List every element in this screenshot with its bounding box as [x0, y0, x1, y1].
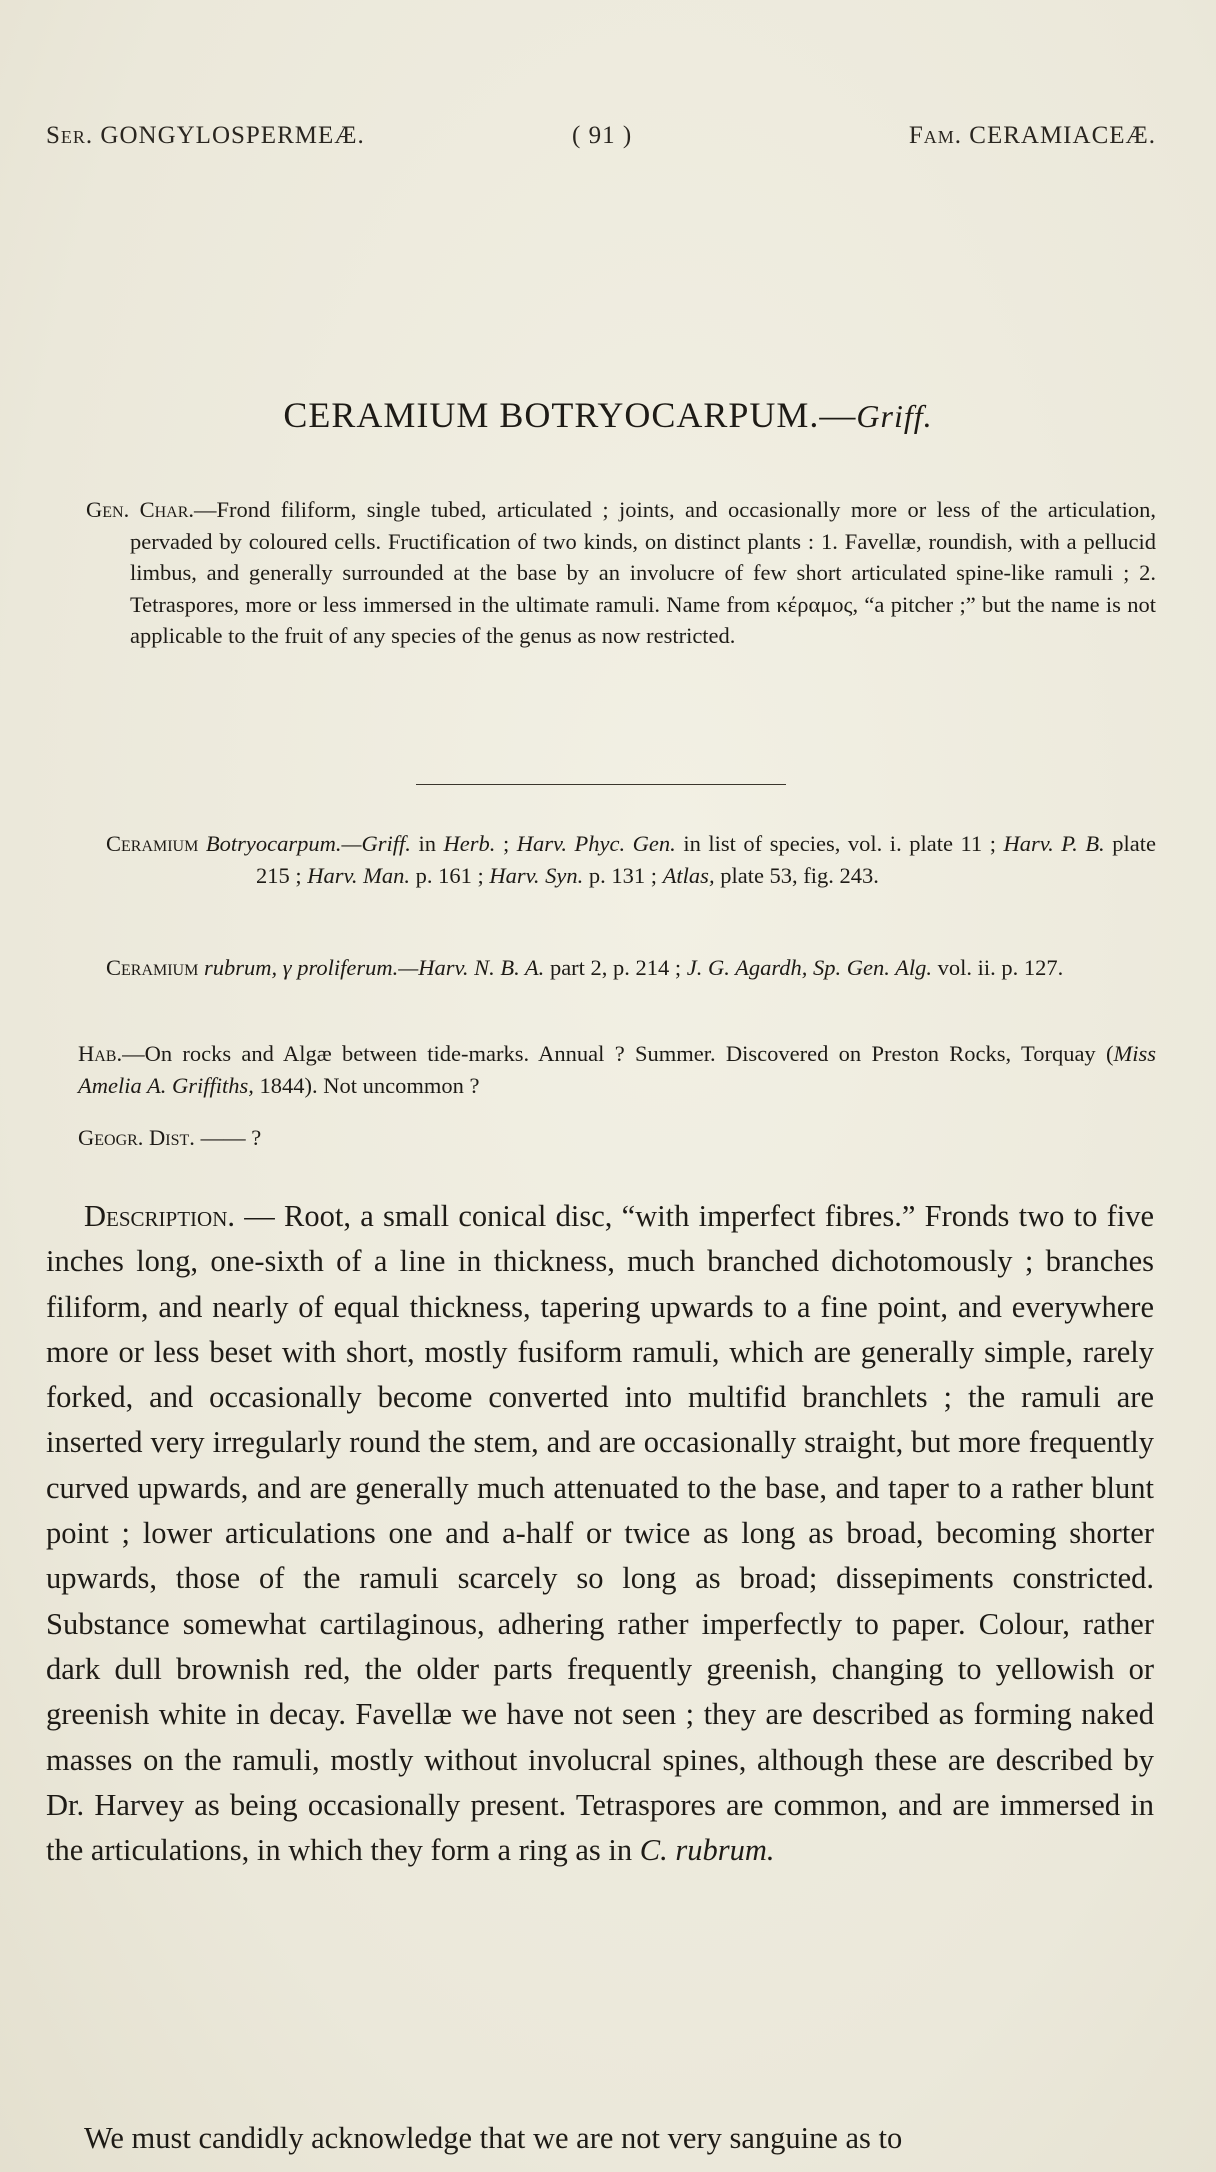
- synonym-genus: Ceramium: [106, 831, 199, 856]
- synonym-genus: Ceramium: [106, 955, 199, 980]
- page-number: ( 91 ): [572, 122, 633, 149]
- synonym-text: ;: [495, 831, 517, 856]
- synonym-text: p. 131 ;: [583, 863, 663, 888]
- habitat-label: Hab.: [78, 1041, 123, 1066]
- continuation-paragraph: We must candidly acknowledge that we are not very sanguine as to: [84, 2121, 903, 2155]
- synonym-reference: Harv. Syn.: [489, 863, 584, 888]
- species-name: CERAMIUM BOTRYOCARPUM.: [283, 395, 820, 435]
- description-paragraph: [46, 1194, 1154, 1873]
- gen-char-text: —Frond filiform, single tubed, articulated ; joints, and occasionally more or less of the articulation, pervaded by coloured cells. Fructification of two kinds, on distinct plants : 1. Favellæ, roundish, with a pellucid limbus, and generally surrounded at the base by an involucre of few short articulated spine-like ramuli ; 2. Tetraspores, more or less immersed in the ultimate ramuli. Name from κέραμος, “a pitcher ;” but the name is not applicable to the fruit of any species of the genus as now restricted.: [130, 497, 1156, 648]
- description-text: — Root, a small conical disc, “with imperfect fibres.” Fronds two to five inches long, one-sixth of a line in thickness, much branched dichotomously ; branches filiform, and nearly of equal thickness, tapering upwards to a fine point, and everywhere more or less beset with short, mostly fusiform ramuli, which are generally simple, rarely forked, and occasionally become converted into multifid branchlets ; the ramuli are inserted very irregularly round the stem, and are occasionally straight, but more frequently curved upwards, and are generally much attenuated to the base, and taper to a rather blunt point ; lower articulations one and a-half or twice as long as broad, becoming shorter upwards, those of the ramuli scarcely so long as broad; dissepiments constricted. Substance somewhat cartilaginous, adhering rather imperfectly to paper. Colour, rather dark dull brownish red, the older parts frequently greenish, changing to yellowish or greenish white in decay. Favellæ we have not seen ; they are described as forming naked masses on the ramuli, mostly without involucral spines, although these are described by Dr. Harvey as being occasionally present. Tetraspores are common, and are immersed in the articulations, in which they form a ring as in: [46, 1199, 1154, 1868]
- family-heading: Fam. CERAMIACEÆ.: [908, 122, 1156, 149]
- synonym-entry: [106, 828, 1156, 892]
- synonym-reference: Herb.: [443, 831, 496, 856]
- geogr-text: —— ?: [194, 1125, 262, 1150]
- synonym-entry: [106, 952, 1156, 984]
- species-title: [0, 394, 1216, 436]
- synonym-reference: Harv. Man.: [307, 863, 410, 888]
- synonym-reference: Harv. P. B.: [1003, 831, 1105, 856]
- synonym-text: in list of species, vol. i. plate 11 ;: [675, 831, 1004, 856]
- title-dash: —: [819, 395, 857, 435]
- synonym-epithet: Botryocarpum.—Griff.: [205, 831, 411, 856]
- species-author: Griff.: [856, 398, 933, 434]
- synonym-reference: Atlas,: [662, 863, 715, 888]
- habitat-collector: Miss Amelia A. Griffiths,: [78, 1041, 1156, 1098]
- description-species: C. rubrum.: [639, 1833, 775, 1868]
- synonym-epithet: rubrum, γ proliferum.—Harv. N. B. A.: [203, 955, 545, 980]
- synonym-text: plate 53, fig. 243.: [714, 863, 879, 888]
- gen-char-label: Gen. Char.: [86, 497, 195, 522]
- habitat-paragraph: [78, 1038, 1156, 1102]
- geographic-distribution: [78, 1122, 578, 1154]
- series-heading: Ser. GONGYLOSPERMEÆ.: [46, 122, 365, 149]
- synonym-text: p. 161 ;: [409, 863, 490, 888]
- geogr-label: Geogr. Dist.: [78, 1125, 195, 1150]
- description-label: Description.: [84, 1199, 235, 1233]
- habitat-text: —On rocks and Algæ between tide-marks. Annual ? Summer. Discovered on Preston Rocks, Torquay (: [122, 1041, 1114, 1066]
- synonym-reference: Harv. Phyc. Gen.: [516, 831, 676, 856]
- section-divider: [416, 784, 786, 785]
- synonym-text: in: [410, 831, 444, 856]
- synonym-reference: J. G. Agardh, Sp. Gen. Alg.: [686, 955, 932, 980]
- synonym-text: vol. ii. p. 127.: [932, 955, 1064, 980]
- synonym-text: part 2, p. 214 ;: [544, 955, 687, 980]
- synonym-text: plate 215 ;: [256, 831, 1156, 888]
- habitat-text: 1844). Not uncommon ?: [253, 1073, 480, 1098]
- generic-character: [86, 494, 1156, 652]
